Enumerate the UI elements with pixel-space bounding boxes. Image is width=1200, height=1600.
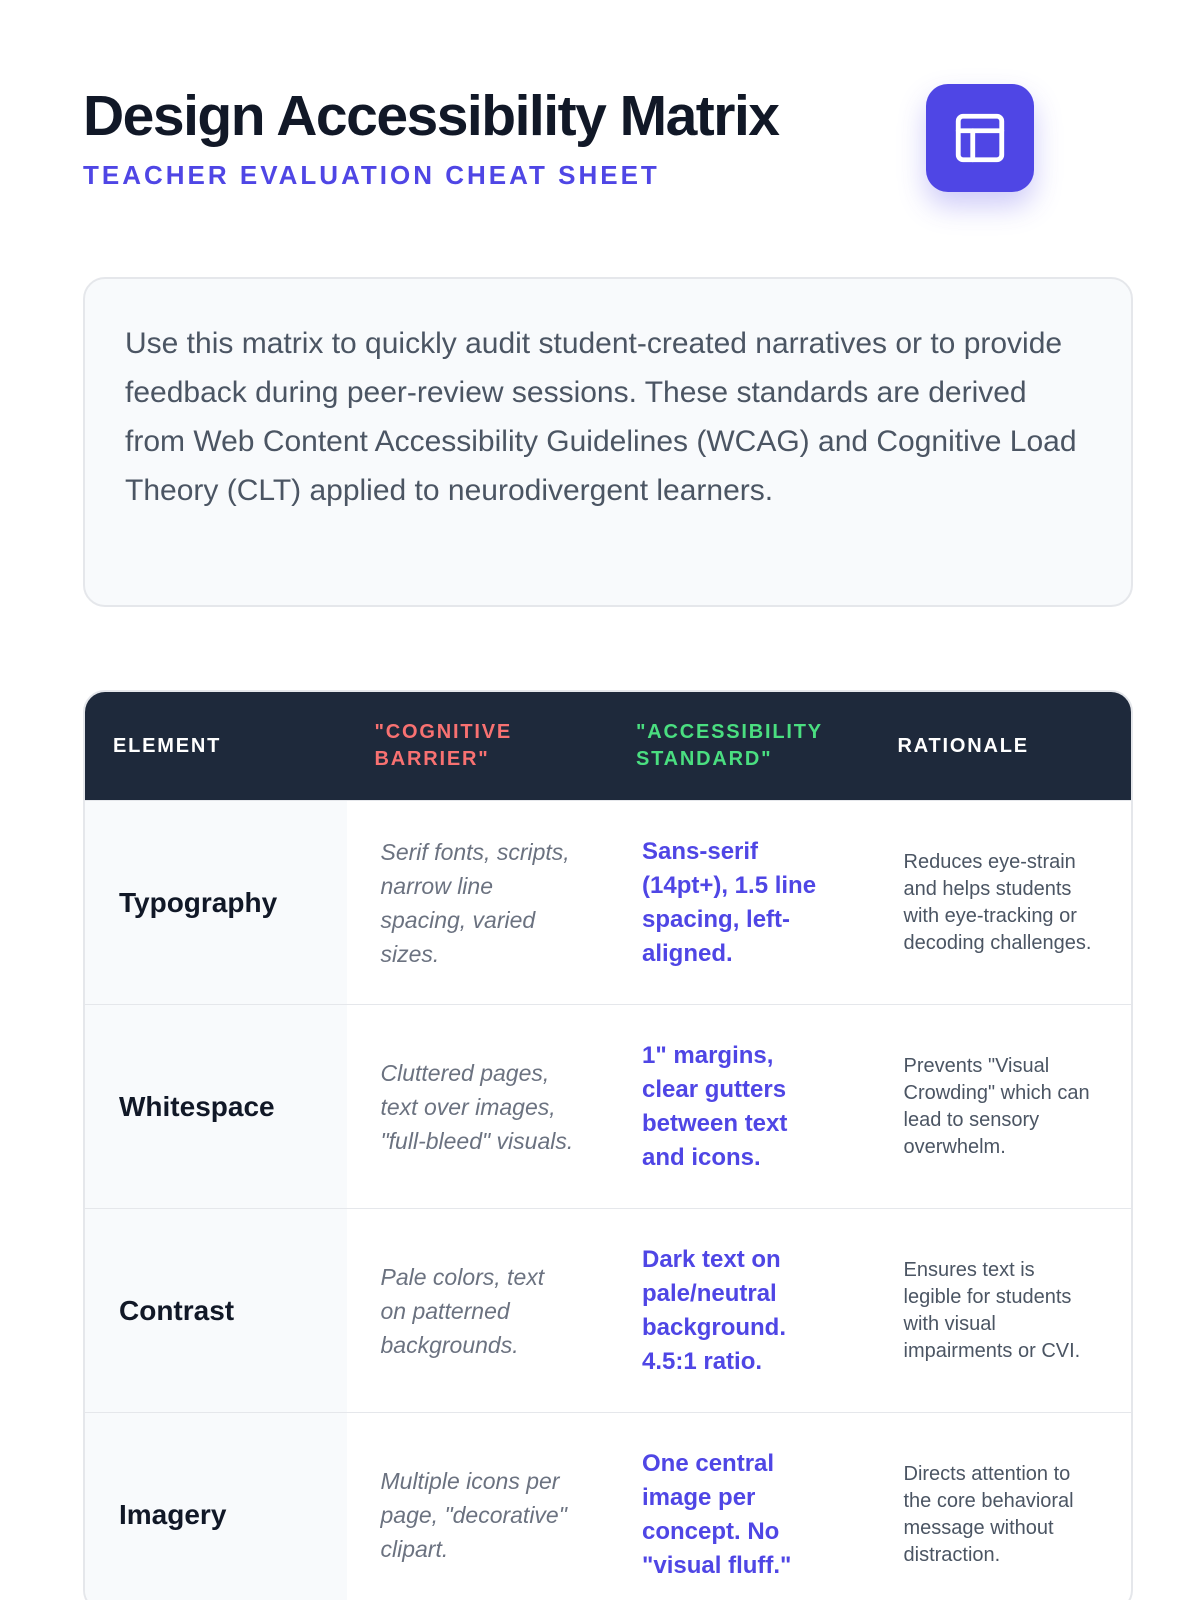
rationale-cell: Prevents "Visual Crowding" which can lead to sensory overwhelm. [903, 1054, 1090, 1158]
element-cell: Whitespace [85, 1005, 347, 1208]
barrier-cell: Multiple icons per page, "decorative" clipart. [380, 1467, 567, 1562]
barrier-cell: Cluttered pages, text over images, "full-bleed" visuals. [380, 1059, 574, 1154]
rationale-cell: Reduces eye-strain and helps students with eye-tracking or decoding challenges. [903, 850, 1092, 954]
table-row [85, 800, 1131, 1004]
standard-cell: 1" margins, clear gutters between text and icons. [642, 1041, 788, 1171]
column-header-accessibility-standard: "ACCESSIBILITY STANDARD" [636, 721, 823, 770]
intro-box [83, 277, 1133, 607]
element-cell: Contrast [85, 1209, 347, 1412]
intro-text: Use this matrix to quickly audit student-created narratives or to provide feedback during peer-review sessions. These standards are derived from Web Content Accessibility Guidelines (WCAG) and Cognitive Load Theory (CLT) applied to neurodivergent learners. [125, 327, 1077, 507]
standard-cell: Sans-serif (14pt+), 1.5 line spacing, left-aligned. [642, 837, 817, 967]
table-row [85, 1004, 1131, 1208]
rationale-cell: Ensures text is legible for students with visual impairments or CVI. [903, 1258, 1081, 1362]
accessibility-matrix-table [83, 690, 1133, 1600]
barrier-cell: Pale colors, text on patterned backgrounds. [380, 1263, 545, 1358]
layout-icon [926, 84, 1034, 192]
page-subtitle: TEACHER EVALUATION CHEAT SHEET [83, 160, 660, 190]
element-cell: Imagery [85, 1413, 347, 1600]
column-header-cognitive-barrier: "COGNITIVE BARRIER" [374, 721, 512, 770]
barrier-cell: Serif fonts, scripts, narrow line spacing, varied sizes. [380, 838, 570, 967]
table-row [85, 1412, 1131, 1600]
table-header [85, 692, 1131, 800]
column-header-element: ELEMENT [113, 734, 222, 757]
standard-cell: One central image per concept. No "visual fluff." [642, 1449, 792, 1579]
standard-cell: Dark text on pale/neutral background. 4.5:1 ratio. [642, 1245, 787, 1375]
table-row [85, 1208, 1131, 1412]
page-title: Design Accessibility Matrix [83, 84, 779, 148]
rationale-cell: Directs attention to the core behavioral message without distraction. [903, 1462, 1074, 1566]
column-header-rationale: RATIONALE [897, 734, 1029, 757]
page-header [83, 0, 1117, 240]
element-cell: Typography [85, 801, 347, 1004]
